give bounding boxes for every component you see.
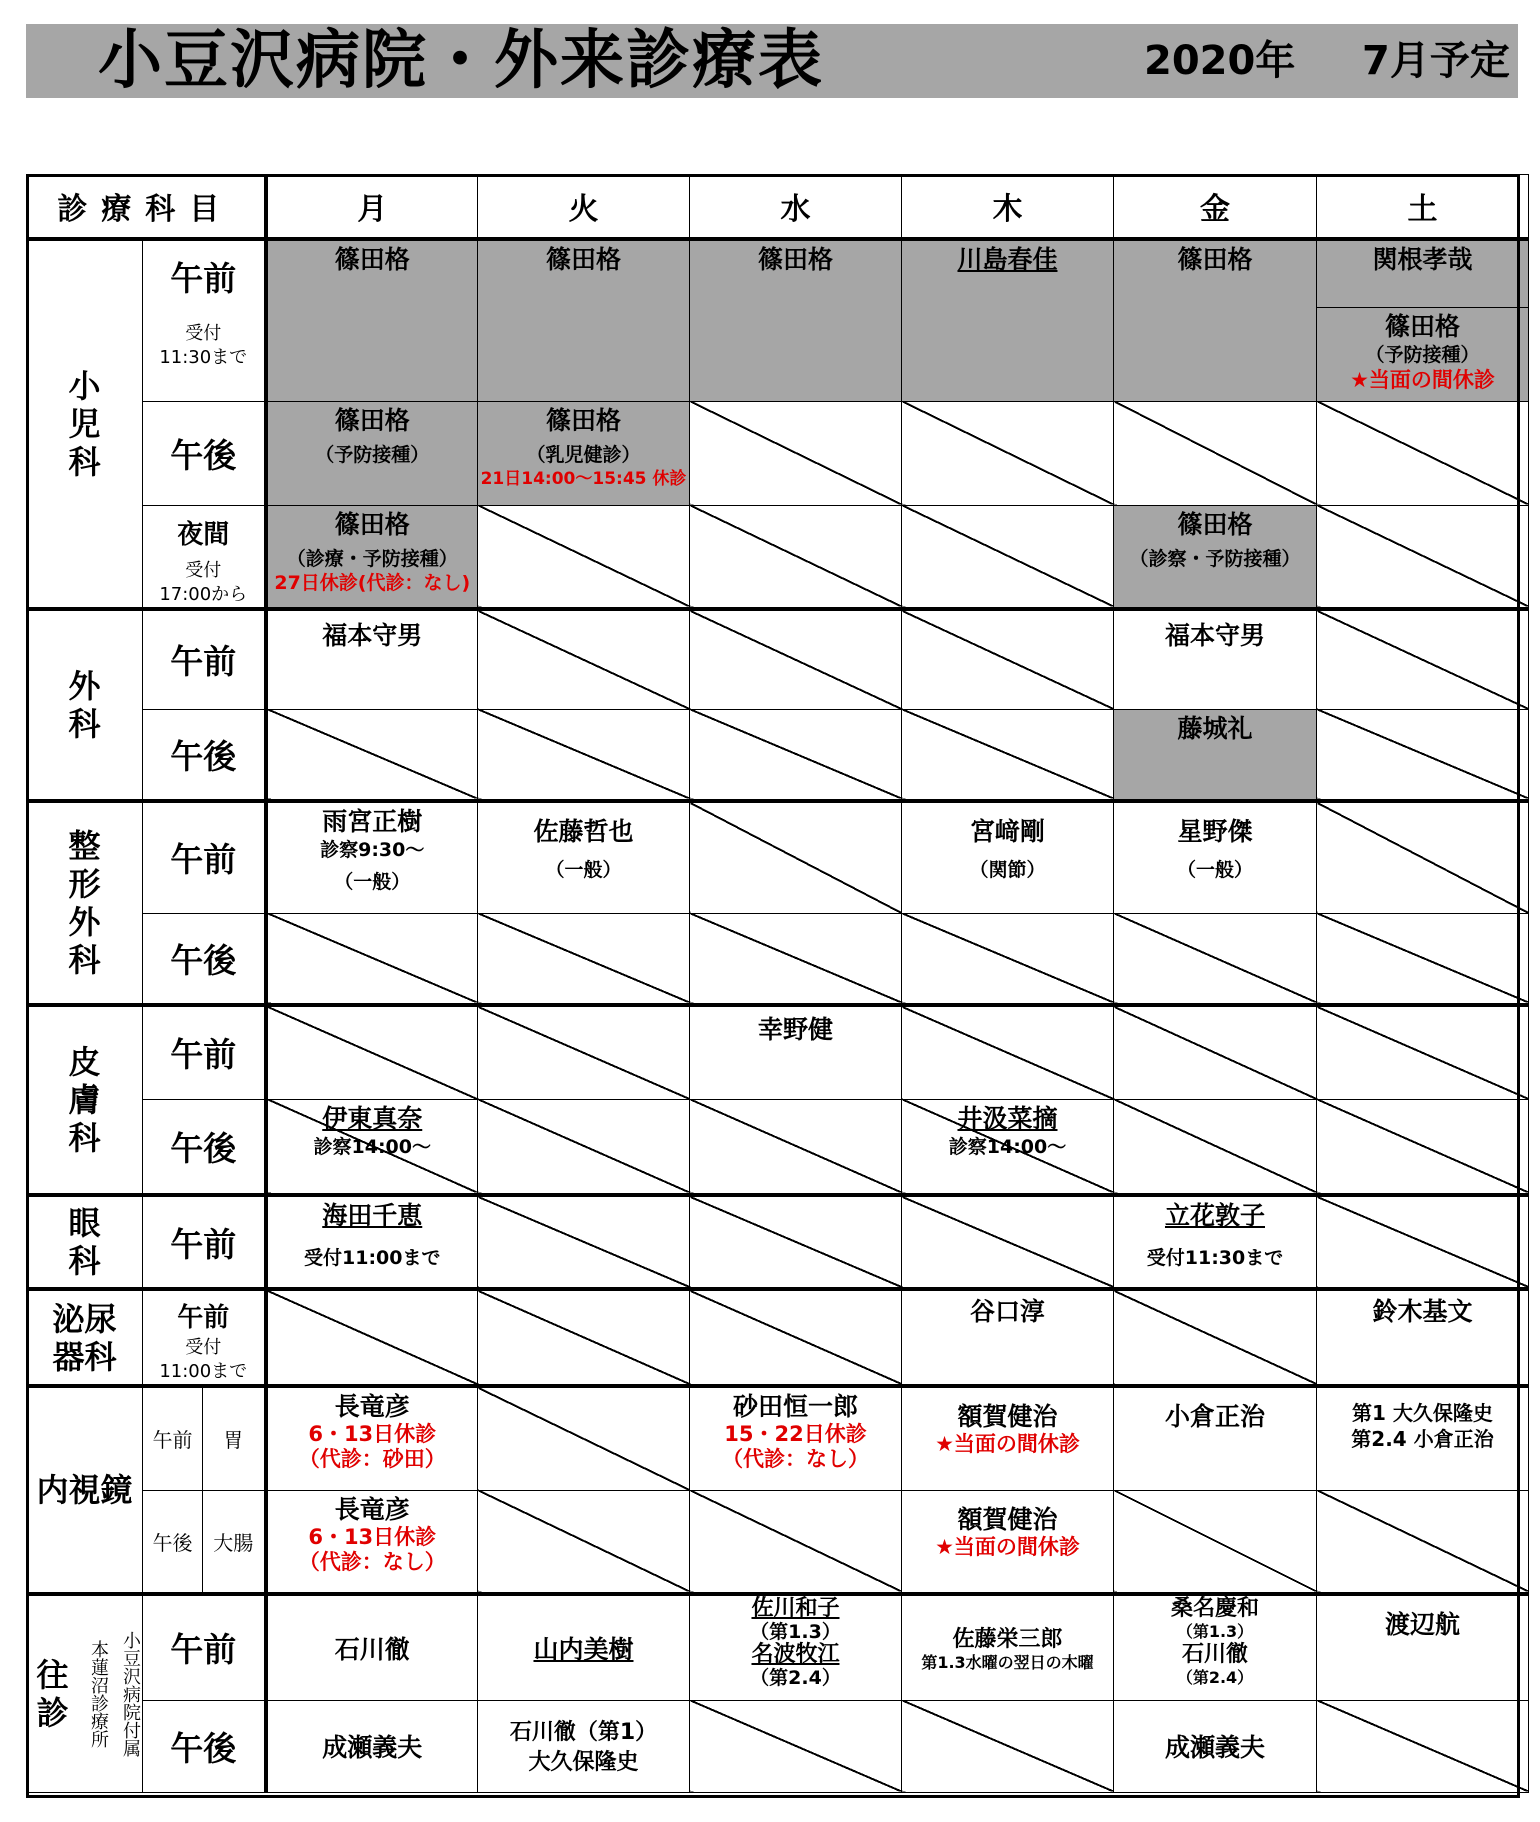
cell: 小倉正治 bbox=[1114, 1386, 1317, 1490]
table-row bbox=[27, 1099, 1529, 1195]
empty-cell bbox=[1317, 1005, 1529, 1099]
session-cell: 午前 受付 11:30まで bbox=[143, 239, 266, 401]
cell: 成瀬義夫 bbox=[1114, 1700, 1317, 1792]
header-day-sat: 土 bbox=[1317, 175, 1529, 240]
empty-cell bbox=[690, 709, 902, 801]
table-header-row bbox=[27, 175, 1529, 240]
empty-cell bbox=[266, 913, 478, 1005]
session-cell: 午前 bbox=[143, 1386, 203, 1490]
cell: 星野傑 （一般） bbox=[1114, 801, 1317, 913]
session-cell: 午後 bbox=[143, 709, 266, 801]
empty-cell bbox=[1317, 1490, 1529, 1594]
dept-pediatrics: 小児科 bbox=[27, 239, 143, 609]
cell: 関根孝哉 bbox=[1317, 239, 1529, 307]
table-row bbox=[27, 1490, 1529, 1594]
cell: 篠田格 bbox=[266, 239, 478, 401]
empty-cell bbox=[478, 1195, 690, 1289]
cell: 海田千恵 受付11:00まで bbox=[266, 1195, 478, 1289]
homecare-hospital-note: 小豆沢病院付属 bbox=[120, 1630, 141, 1757]
cell: 篠田格 （診察・予防接種） bbox=[1114, 505, 1317, 609]
empty-cell bbox=[902, 1700, 1114, 1792]
table-row bbox=[27, 1386, 1529, 1490]
dept-dermatology: 皮膚科 bbox=[27, 1005, 143, 1195]
empty-cell bbox=[266, 1289, 478, 1386]
cell: 篠田格 （乳児健診） 21日14:00～15:45 休診 bbox=[478, 401, 690, 505]
table-row bbox=[27, 1289, 1529, 1386]
empty-cell bbox=[478, 913, 690, 1005]
empty-cell bbox=[1317, 609, 1529, 709]
empty-cell bbox=[902, 1195, 1114, 1289]
empty-cell bbox=[1114, 1099, 1317, 1195]
cell: 篠田格 bbox=[478, 239, 690, 401]
cell: 第1 大久保隆史 第2.4 小倉正治 bbox=[1317, 1386, 1529, 1490]
table-row bbox=[27, 1700, 1529, 1792]
empty-cell bbox=[1317, 801, 1529, 913]
cell: 石川徹（第1） 大久保隆史 bbox=[478, 1700, 690, 1792]
cell: 雨宮正樹 診察9:30～ （一般） bbox=[266, 801, 478, 913]
empty-cell bbox=[690, 1289, 902, 1386]
empty-cell bbox=[478, 1005, 690, 1099]
empty-cell bbox=[1317, 1195, 1529, 1289]
dept-surgery: 外科 bbox=[27, 609, 143, 801]
table-row bbox=[27, 913, 1529, 1005]
session-cell: 午後 bbox=[143, 1099, 266, 1195]
homecare-clinic-note: 本蓮沼診療所 bbox=[88, 1639, 109, 1748]
empty-cell bbox=[690, 505, 902, 609]
title-year: 2020年 bbox=[1144, 38, 1296, 84]
session-type-cell: 胃 bbox=[203, 1386, 266, 1490]
table-row bbox=[27, 505, 1529, 609]
cell: 鈴木基文 bbox=[1317, 1289, 1529, 1386]
empty-cell bbox=[690, 913, 902, 1005]
cell: 藤城礼 bbox=[1114, 709, 1317, 801]
dept-orthopedics: 整形外科 bbox=[27, 801, 143, 1005]
dept-endoscopy: 内視鏡 bbox=[27, 1386, 143, 1594]
cell: 成瀬義夫 bbox=[266, 1700, 478, 1792]
table-row bbox=[27, 1195, 1529, 1289]
cell: 篠田格 （予防接種） ★当面の間休診 bbox=[1317, 307, 1529, 401]
table-row bbox=[27, 709, 1529, 801]
empty-cell bbox=[1317, 401, 1529, 505]
empty-cell bbox=[478, 1490, 690, 1594]
session-cell: 午前 bbox=[143, 801, 266, 913]
cell: 立花敦子 受付11:30まで bbox=[1114, 1195, 1317, 1289]
empty-cell bbox=[478, 505, 690, 609]
empty-cell bbox=[690, 401, 902, 505]
empty-cell bbox=[1114, 1490, 1317, 1594]
cell: 井汲菜摘 診察14:00～ bbox=[902, 1099, 1114, 1195]
session-cell: 午後 bbox=[143, 913, 266, 1005]
session-cell: 午後 bbox=[143, 1700, 266, 1792]
session-cell: 午前 bbox=[143, 609, 266, 709]
cell: 長竜彦 6・13日休診 （代診：砂田） bbox=[266, 1386, 478, 1490]
empty-cell bbox=[1317, 709, 1529, 801]
cell: 桑名慶和 （第1.3） 石川徹 （第2.4） bbox=[1114, 1594, 1317, 1700]
session-cell: 夜間 受付 17:00から bbox=[143, 505, 266, 609]
dept-homecare: 往診 本蓮沼診療所 小豆沢病院付属 bbox=[27, 1594, 143, 1792]
cell: 砂田恒一郎 15・22日休診 （代診：なし） bbox=[690, 1386, 902, 1490]
cell: 佐藤哲也 （一般） bbox=[478, 801, 690, 913]
table-row bbox=[27, 609, 1529, 709]
empty-cell bbox=[266, 1005, 478, 1099]
empty-cell bbox=[1317, 505, 1529, 609]
table-row bbox=[27, 401, 1529, 505]
table-row bbox=[27, 1594, 1529, 1700]
cell: 佐藤栄三郎 第1.3水曜の翌日の木曜 bbox=[902, 1594, 1114, 1700]
session-cell: 午前 bbox=[143, 1195, 266, 1289]
cell: 佐川和子 （第1.3） 名波牧江 （第2.4） bbox=[690, 1594, 902, 1700]
cell: 福本守男 bbox=[1114, 609, 1317, 709]
empty-cell bbox=[690, 1099, 902, 1195]
cell: 篠田格 （診療・予防接種） 27日休診(代診：なし) bbox=[266, 505, 478, 609]
empty-cell bbox=[1114, 913, 1317, 1005]
session-type-cell: 大腸 bbox=[203, 1490, 266, 1594]
cell: 渡辺航 bbox=[1317, 1594, 1529, 1700]
header-day-wed: 水 bbox=[690, 175, 902, 240]
header-subject: 診療科目 bbox=[27, 175, 266, 240]
empty-cell bbox=[1114, 1005, 1317, 1099]
table-row bbox=[27, 1005, 1529, 1099]
cell: 伊東真奈 診察14:00～ bbox=[266, 1099, 478, 1195]
empty-cell bbox=[902, 913, 1114, 1005]
title-bar bbox=[26, 24, 1518, 98]
header-day-tue: 火 bbox=[478, 175, 690, 240]
empty-cell bbox=[1317, 1700, 1529, 1792]
empty-cell bbox=[902, 401, 1114, 505]
empty-cell bbox=[478, 709, 690, 801]
empty-cell bbox=[690, 1195, 902, 1289]
cell: 篠田格 bbox=[1114, 239, 1317, 401]
cell: 幸野健 bbox=[690, 1005, 902, 1099]
empty-cell bbox=[478, 1289, 690, 1386]
empty-cell bbox=[902, 709, 1114, 801]
cell: 額賀健治 ★当面の間休診 bbox=[902, 1490, 1114, 1594]
header-day-fri: 金 bbox=[1114, 175, 1317, 240]
title-month: 7月予定 bbox=[1362, 38, 1510, 84]
cell: 石川徹 bbox=[266, 1594, 478, 1700]
table-row bbox=[27, 801, 1529, 913]
header-day-mon: 月 bbox=[266, 175, 478, 240]
cell: 福本守男 bbox=[266, 609, 478, 709]
empty-cell bbox=[690, 1700, 902, 1792]
empty-cell bbox=[1317, 1099, 1529, 1195]
session-cell: 午前 bbox=[143, 1005, 266, 1099]
cell: 宮﨑剛 （関節） bbox=[902, 801, 1114, 913]
session-cell: 午後 bbox=[143, 1490, 203, 1594]
empty-cell bbox=[690, 609, 902, 709]
cell: 谷口淳 bbox=[902, 1289, 1114, 1386]
empty-cell bbox=[690, 801, 902, 913]
dept-ophthalmology: 眼科 bbox=[27, 1195, 143, 1289]
empty-cell bbox=[902, 609, 1114, 709]
empty-cell bbox=[690, 1490, 902, 1594]
cell: 山内美樹 bbox=[478, 1594, 690, 1700]
session-cell: 午後 bbox=[143, 401, 266, 505]
schedule-table bbox=[26, 174, 1529, 1793]
cell: 篠田格 bbox=[690, 239, 902, 401]
empty-cell bbox=[1317, 913, 1529, 1005]
session-cell: 午前 受付 11:00まで bbox=[143, 1289, 266, 1386]
empty-cell bbox=[902, 1005, 1114, 1099]
empty-cell bbox=[1114, 401, 1317, 505]
cell: 川島春佳 bbox=[902, 239, 1114, 401]
cell: 長竜彦 6・13日休診 （代診：なし） bbox=[266, 1490, 478, 1594]
empty-cell bbox=[1114, 1289, 1317, 1386]
empty-cell bbox=[478, 609, 690, 709]
dept-urology: 泌尿器科 bbox=[27, 1289, 143, 1386]
page-title: 小豆沢病院・外来診療表 bbox=[98, 24, 824, 98]
header-day-thu: 木 bbox=[902, 175, 1114, 240]
empty-cell bbox=[478, 1386, 690, 1490]
empty-cell bbox=[902, 505, 1114, 609]
empty-cell bbox=[478, 1099, 690, 1195]
cell: 額賀健治 ★当面の間休診 bbox=[902, 1386, 1114, 1490]
session-cell: 午前 bbox=[143, 1594, 266, 1700]
empty-cell bbox=[266, 709, 478, 801]
cell: 篠田格 （予防接種） bbox=[266, 401, 478, 505]
table-row bbox=[27, 239, 1529, 307]
